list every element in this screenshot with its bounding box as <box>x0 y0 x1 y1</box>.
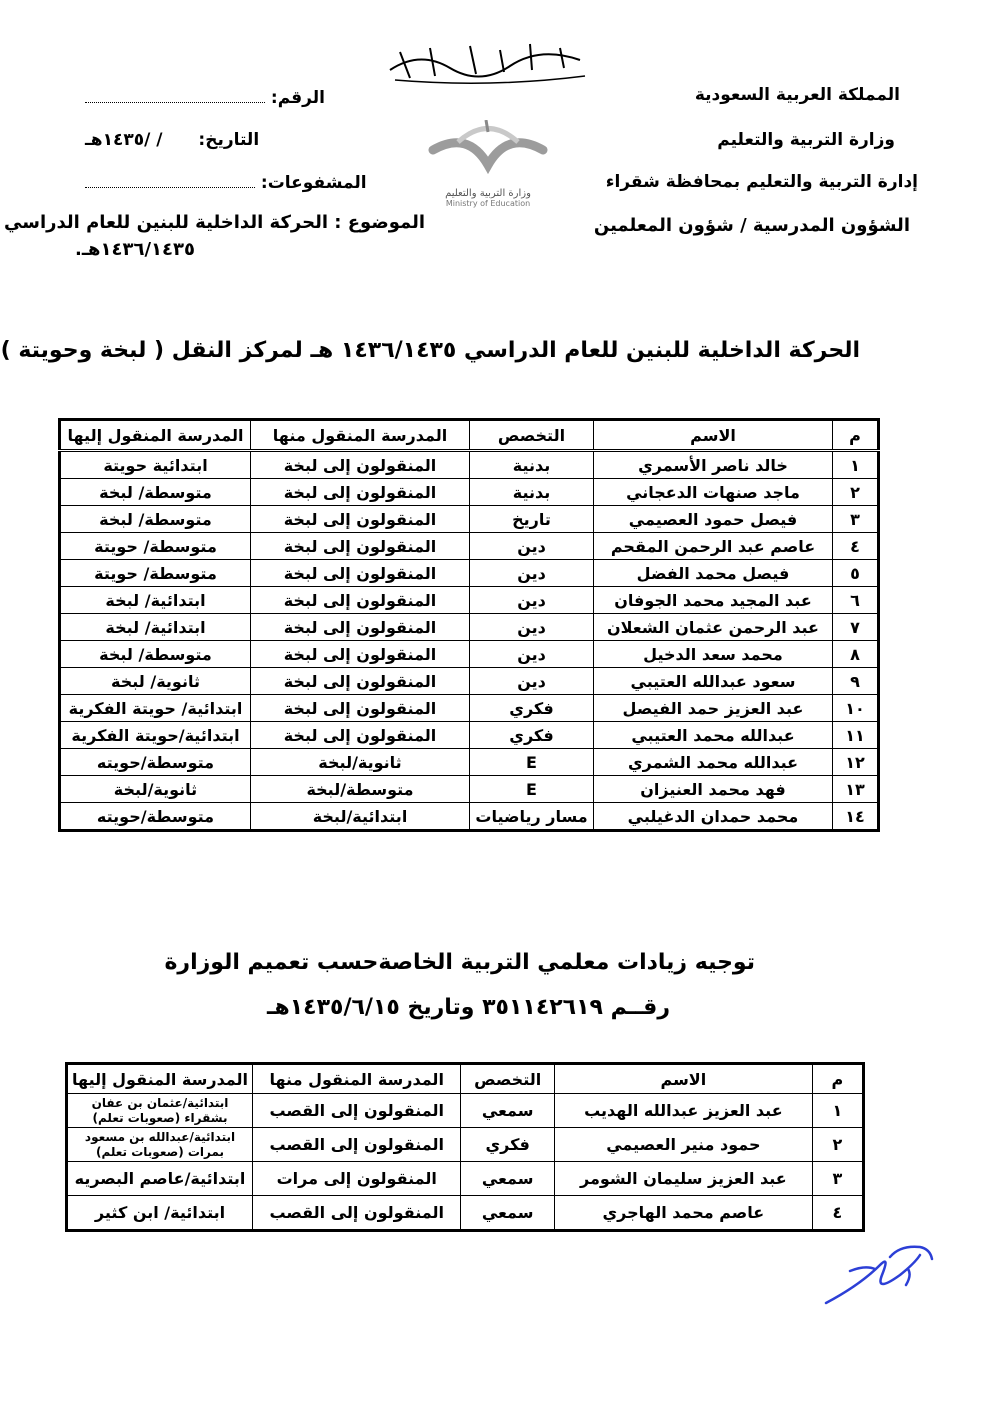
row-specialty: دين <box>470 560 594 587</box>
row-specialty: فكري <box>470 722 594 749</box>
col-from-school: المدرسة المنقول منها <box>253 1064 461 1094</box>
row-index: ٤ <box>812 1196 863 1231</box>
basmala <box>380 30 600 90</box>
row-specialty: فكري <box>470 695 594 722</box>
ministry-logo-icon <box>408 120 568 190</box>
row-from-school: متوسطة/لبخة <box>251 776 470 803</box>
signature-mark <box>820 1235 940 1315</box>
row-index: ٢ <box>833 479 879 506</box>
date-value: / /١٤٣٥هـ <box>85 130 163 150</box>
row-specialty: دين <box>470 587 594 614</box>
row-to-school: متوسطة/حويته <box>60 749 251 776</box>
row-to-school: ابتدائية/عاصم البصريه <box>67 1162 253 1196</box>
row-specialty: E <box>470 749 594 776</box>
row-specialty: دين <box>470 614 594 641</box>
row-from-school: المنقولون إلى لبخة <box>251 560 470 587</box>
row-to-school: ابتدائية/ حويتة الفكرية <box>60 695 251 722</box>
row-index: ٣ <box>812 1162 863 1196</box>
row-to-school: ابتدائية/عثمان بن عفان بشقراء (صعوبات تعلم) <box>67 1094 253 1128</box>
row-from-school: المنقولون إلى لبخة <box>251 533 470 560</box>
row-from-school: المنقولون إلى لبخة <box>251 668 470 695</box>
row-index: ١ <box>833 451 879 479</box>
row-index: ١٢ <box>833 749 879 776</box>
table2-subtitle: رقــم ٣٥١١٤٢٦١٩ وتاريخ ١٤٣٥/٦/١٥هـ <box>266 995 670 1020</box>
row-to-school: متوسطة/حويته <box>60 803 251 831</box>
table-row <box>67 1196 864 1231</box>
row-specialty: بدنية <box>470 479 594 506</box>
row-name: عاصم محمد الهاجري <box>554 1196 812 1231</box>
row-name: عبد المجيد محمد الجوفان <box>594 587 833 614</box>
table-row <box>60 479 879 506</box>
row-from-school: المنقولون إلى لبخة <box>251 722 470 749</box>
table1-title: الحركة الداخلية للبنين للعام الدراسي ١٤٣٦/١٤٣٥ هـ لمركز النقل ( لبخة وحويتة ) <box>0 338 860 363</box>
row-specialty: سمعي <box>461 1094 555 1128</box>
table-row <box>60 506 879 533</box>
row-from-school: المنقولون إلى لبخة <box>251 587 470 614</box>
row-from-school: المنقولون إلى القصب <box>253 1128 461 1162</box>
table-header-row <box>67 1064 864 1094</box>
row-name: خالد ناصر الأسمري <box>594 451 833 479</box>
header-directorate: إدارة التربية والتعليم بمحافظة شقراء <box>605 172 918 192</box>
row-to-school: متوسطة/ لبخة <box>60 479 251 506</box>
row-name: فيصل حمود العصيمي <box>594 506 833 533</box>
attachments-line <box>85 173 367 193</box>
row-name: حمود منير العصيمي <box>554 1128 812 1162</box>
row-specialty: E <box>470 776 594 803</box>
row-name: محمد سعد الدخيل <box>594 641 833 668</box>
row-to-school: ثانوية/لبخة <box>60 776 251 803</box>
row-index: ١ <box>812 1094 863 1128</box>
ministry-logo <box>408 120 568 215</box>
row-from-school: المنقولون إلى لبخة <box>251 451 470 479</box>
row-specialty: سمعي <box>461 1196 555 1231</box>
row-from-school: ثانوية/لبخة <box>251 749 470 776</box>
row-name: عاصم عبد الرحمن المقحم <box>594 533 833 560</box>
row-specialty: سمعي <box>461 1162 555 1196</box>
header-ministry: وزارة التربية والتعليم <box>717 130 895 150</box>
col-name: الاسم <box>594 420 833 451</box>
col-to-school: المدرسة المنقول إليها <box>67 1064 253 1094</box>
row-from-school: المنقولون إلى القصب <box>253 1094 461 1128</box>
col-specialty: التخصص <box>461 1064 555 1094</box>
row-index: ١٠ <box>833 695 879 722</box>
row-name: محمد حمدان الدغيلبي <box>594 803 833 831</box>
row-index: ٥ <box>833 560 879 587</box>
table-row <box>60 776 879 803</box>
row-index: ٩ <box>833 668 879 695</box>
row-specialty: مسار رياضيات <box>470 803 594 831</box>
row-to-school: ابتدائية/ ابن كثير <box>67 1196 253 1231</box>
row-to-school: ابتدائية/ لبخة <box>60 587 251 614</box>
row-name: عبد الرحمن عثمان الشعلان <box>594 614 833 641</box>
row-to-school: ابتدائية/ لبخة <box>60 614 251 641</box>
table-row <box>60 614 879 641</box>
row-from-school: ابتدائية/لبخة <box>251 803 470 831</box>
row-specialty: دين <box>470 668 594 695</box>
signature <box>820 1235 940 1315</box>
table-row <box>60 695 879 722</box>
header-kingdom: المملكة العربية السعودية <box>694 85 900 105</box>
row-specialty: دين <box>470 533 594 560</box>
logo-text-en: Ministry of Education <box>445 199 531 208</box>
row-name: عبد العزيز حمد الفيصل <box>594 695 833 722</box>
number-value <box>85 102 265 103</box>
special-education-table <box>65 1062 865 1232</box>
col-from-school: المدرسة المنقول منها <box>251 420 470 451</box>
row-specialty: تاريخ <box>470 506 594 533</box>
attachments-label: المشفوعات: <box>260 173 367 193</box>
row-to-school: متوسطة/ لبخة <box>60 641 251 668</box>
row-name: فهد محمد العنيزان <box>594 776 833 803</box>
row-from-school: المنقولون إلى لبخة <box>251 641 470 668</box>
row-to-school: ثانوية/ لبخة <box>60 668 251 695</box>
table-row <box>67 1162 864 1196</box>
col-to-school: المدرسة المنقول إليها <box>60 420 251 451</box>
row-from-school: المنقولون إلى القصب <box>253 1196 461 1231</box>
row-index: ٧ <box>833 614 879 641</box>
subject <box>4 212 425 260</box>
row-name: فيصل محمد الفضل <box>594 560 833 587</box>
col-index: م <box>833 420 879 451</box>
table-row <box>60 560 879 587</box>
row-name: سعود عبدالله العتيبي <box>594 668 833 695</box>
row-from-school: المنقولون إلى لبخة <box>251 614 470 641</box>
header-department: الشؤون المدرسية / شؤون المعلمين <box>593 215 910 236</box>
table-row <box>60 722 879 749</box>
table-header-row <box>60 420 879 451</box>
table-row <box>60 668 879 695</box>
row-index: ٣ <box>833 506 879 533</box>
row-index: ٢ <box>812 1128 863 1162</box>
col-name: الاسم <box>554 1064 812 1094</box>
reference-number <box>85 88 325 108</box>
col-specialty: التخصص <box>470 420 594 451</box>
row-specialty: دين <box>470 641 594 668</box>
row-specialty: بدنية <box>470 451 594 479</box>
row-name: عبدالله محمد العتيبي <box>594 722 833 749</box>
row-index: ٦ <box>833 587 879 614</box>
row-name: عبد العزيز سليمان الشومر <box>554 1162 812 1196</box>
row-index: ٨ <box>833 641 879 668</box>
attachments-value <box>85 187 255 188</box>
col-index: م <box>812 1064 863 1094</box>
row-to-school: متوسطة/ لبخة <box>60 506 251 533</box>
row-to-school: متوسطة/ حويتة <box>60 560 251 587</box>
row-to-school: متوسطة/ حويتة <box>60 533 251 560</box>
row-index: ١٣ <box>833 776 879 803</box>
subject-line2: ١٤٣٦/١٤٣٥هـ. <box>75 239 195 260</box>
row-to-school: ابتدائية/عبدالله بن مسعود بمرات (صعوبات تعلم) <box>67 1128 253 1162</box>
row-from-school: المنقولون إلى لبخة <box>251 695 470 722</box>
row-index: ١١ <box>833 722 879 749</box>
transfers-table <box>58 418 880 832</box>
subject-line1: الموضوع : الحركة الداخلية للبنين للعام الدراسي <box>4 212 425 233</box>
row-to-school: ابتدائية/حويتة الفكرية <box>60 722 251 749</box>
table-row <box>60 587 879 614</box>
basmala-calligraphy <box>380 30 600 90</box>
row-name: عبد العزيز عبدالله الهديب <box>554 1094 812 1128</box>
table2-title: توجيه زيادات معلمي التربية الخاصةحسب تعميم الوزارة <box>164 950 755 975</box>
row-to-school: ابتدائية حويتة <box>60 451 251 479</box>
table-row <box>67 1094 864 1128</box>
table-row <box>60 533 879 560</box>
row-specialty: فكري <box>461 1128 555 1162</box>
table-row <box>60 641 879 668</box>
table-row <box>60 803 879 831</box>
row-from-school: المنقولون إلى لبخة <box>251 506 470 533</box>
table-row <box>60 749 879 776</box>
row-name: ماجد صنهات الدعجاني <box>594 479 833 506</box>
number-label: الرقم: <box>270 88 325 108</box>
table-row <box>67 1128 864 1162</box>
row-from-school: المنقولون إلى لبخة <box>251 479 470 506</box>
row-index: ١٤ <box>833 803 879 831</box>
logo-text-ar: وزارة التربية والتعليم <box>445 188 531 199</box>
row-from-school: المنقولون إلى مرات <box>253 1162 461 1196</box>
date-line <box>85 130 259 150</box>
row-index: ٤ <box>833 533 879 560</box>
table-row <box>60 451 879 479</box>
date-label: التاريخ: <box>198 130 260 150</box>
row-name: عبدالله محمد الشمري <box>594 749 833 776</box>
